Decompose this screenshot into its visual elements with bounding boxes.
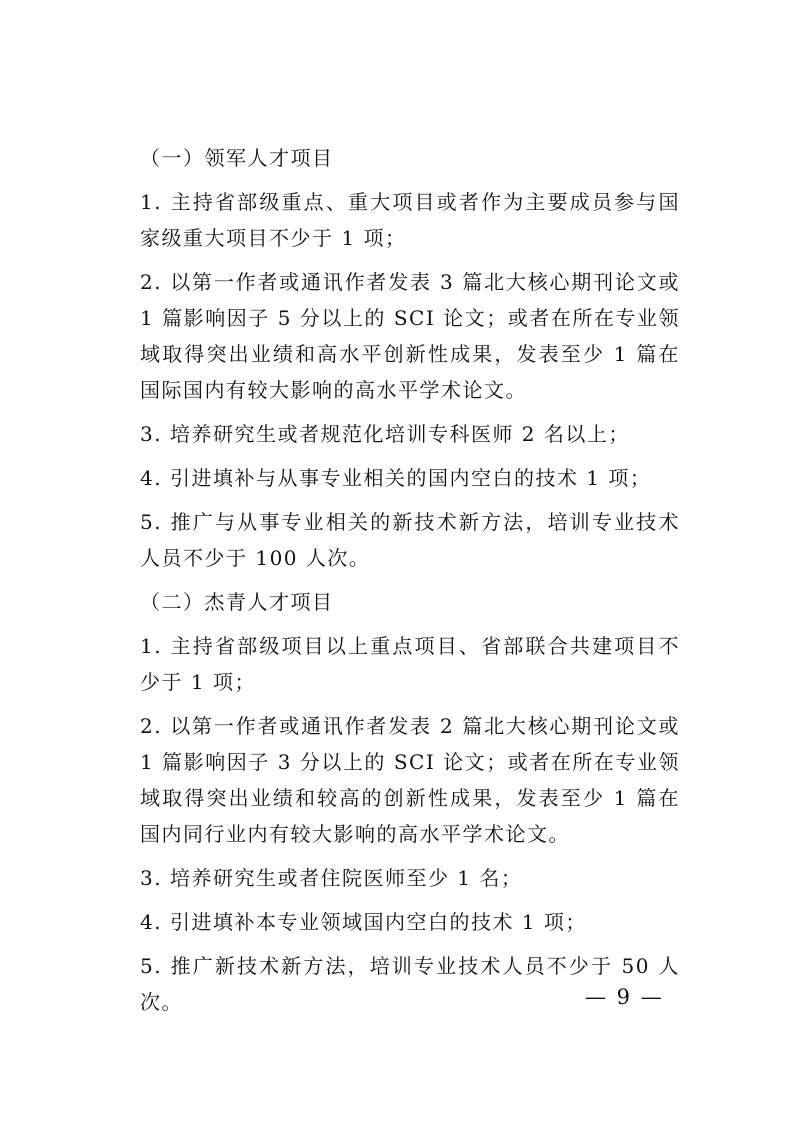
section-leading-talent	[140, 140, 680, 576]
requirement-item: 3. 培养研究生或者规范化培训专科医师 2 名以上；	[140, 422, 630, 446]
requirement-item: 5. 推广新技术新方法，培训专业技术人员不少于 50 人次。	[140, 954, 680, 1014]
document-body	[140, 140, 680, 1028]
requirement-item: 2. 以第一作者或通讯作者发表 3 篇北大核心期刊论文或 1 篇影响因子 5 分以上的 SCI 论文；或者在所在专业领域取得突出业绩和高水平创新性成果，发表至少 1 篇在国际国内有较大影响的高水平学术论文。	[140, 270, 680, 402]
requirement-item: 5. 推广与从事专业相关的新技术新方法，培训专业技术人员不少于 100 人次。	[140, 510, 680, 570]
requirement-item: 3. 培养研究生或者住院医师至少 1 名；	[140, 866, 523, 890]
requirement-item: 1. 主持省部级重点、重大项目或者作为主要成员参与国家级重大项目不少于 1 项；	[140, 190, 680, 250]
requirement-item: 2. 以第一作者或通讯作者发表 2 篇北大核心期刊论文或 1 篇影响因子 3 分以上的 SCI 论文；或者在所在专业领域取得突出业绩和较高的创新性成果，发表至少 1 篇在国内同行业内有较大影响的高水平学术论文。	[140, 714, 680, 846]
requirement-item: 4. 引进填补与从事专业相关的国内空白的技术 1 项；	[140, 466, 652, 490]
section-heading: （二）杰青人才项目	[140, 590, 334, 614]
requirement-item: 1. 主持省部级项目以上重点项目、省部联合共建项目不少于 1 项；	[140, 634, 680, 694]
requirement-item: 4. 引进填补本专业领域国内空白的技术 1 项；	[140, 910, 587, 934]
page-number: — 9 —	[585, 985, 664, 1009]
section-outstanding-young-talent	[140, 584, 680, 1020]
section-heading: （一）领军人才项目	[140, 146, 334, 170]
